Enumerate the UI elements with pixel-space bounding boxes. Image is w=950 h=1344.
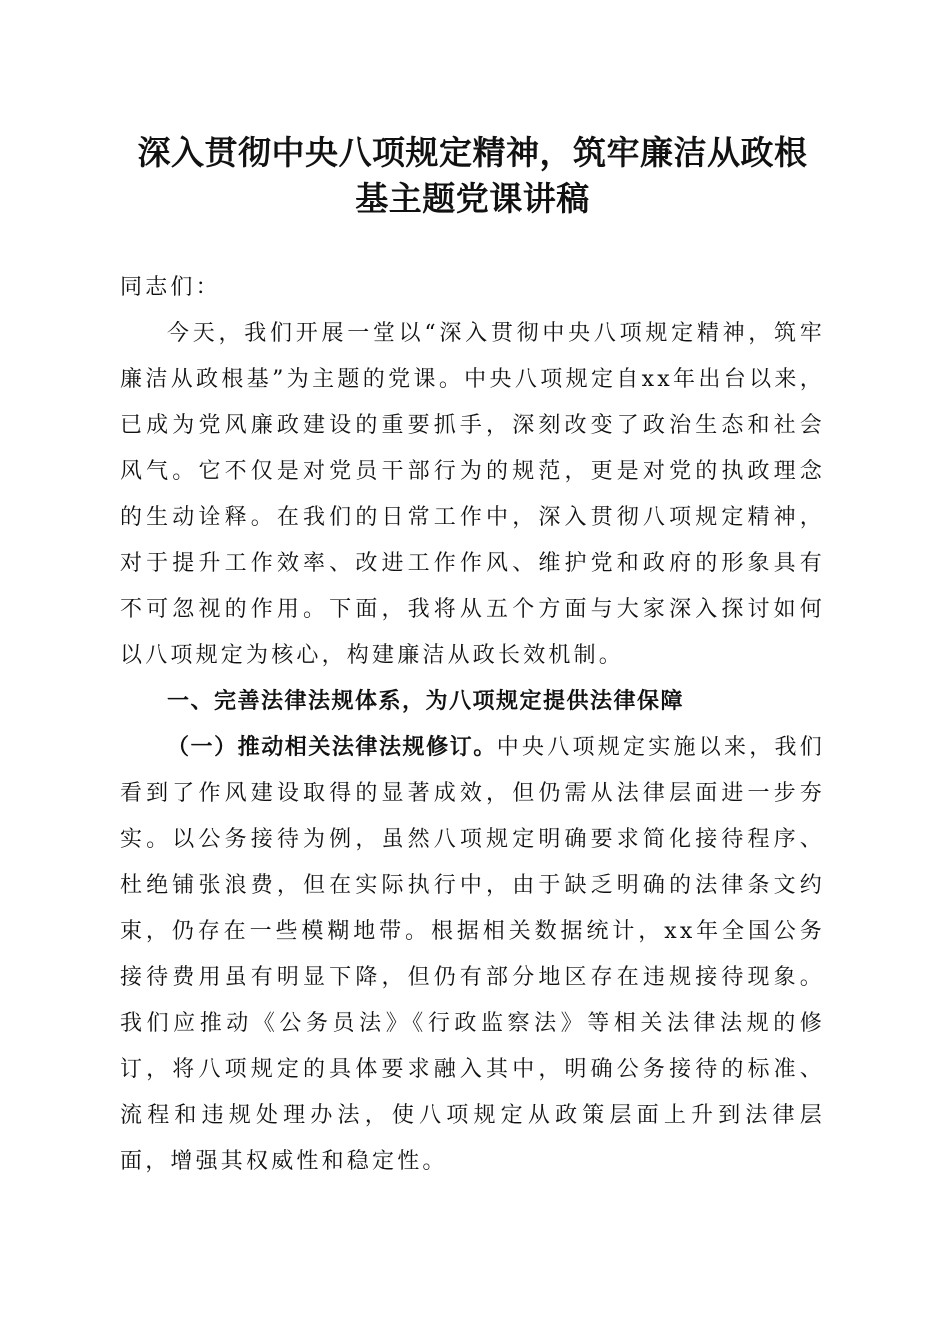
section-1-heading: 一、完善法律法规体系，为八项规定提供法律保障 — [167, 689, 685, 714]
title-line-2: 基主题党课讲稿 — [355, 179, 590, 218]
subsection-1-text: 中央八项规定实施以来，我们看到了作风建设取得的显著成效，但仍需从法律层面进一步夯实。以公务接待为例，虽然八项规定明确要求简化接待程序、杜绝铺张浪费，但在实际执行中，由于缺乏明确的法律条文约束，仍存在一些模糊地带。根据相关数据统计，xx年全国公务接待费用虽有明显下降，但仍有部分地区存在违规接待现象。我们应推动《公务员法》《行政监察法》等相关法律法规的修订，将八项规定的具体要求融入其中，明确公务接待的标准、流程和违规处理办法，使八项规定从政策层面上升到法律层面，增强其权威性和稳定性。 — [120, 735, 825, 1174]
title-line-1: 深入贯彻中央八项规定精神，筑牢廉洁从政根 — [137, 133, 808, 172]
intro-paragraph: 今天，我们开展一堂以“深入贯彻中央八项规定精神，筑牢廉洁从政根基”为主题的党课。中央八项规定自xx年出台以来，已成为党风廉政建设的重要抓手，深刻改变了政治生态和社会风气。它不仅是对党员干部行为的规范，更是对党的执政理念的生动诠释。在我们的日常工作中，深入贯彻八项规定精神，对于提升工作效率、改进工作作风、维护党和政府的形象具有不可忽视的作用。下面，我将从五个方面与大家深入探讨如何以八项规定为核心，构建廉洁从政长效机制。 — [120, 321, 825, 668]
subsection-1-lead: （一）推动相关法律法规修订。 — [167, 735, 497, 760]
document-body — [120, 265, 825, 1185]
salutation: 同志们： — [120, 275, 221, 300]
document-page — [120, 130, 825, 1185]
document-title — [120, 130, 825, 222]
subsection-1-paragraph — [120, 725, 825, 1185]
